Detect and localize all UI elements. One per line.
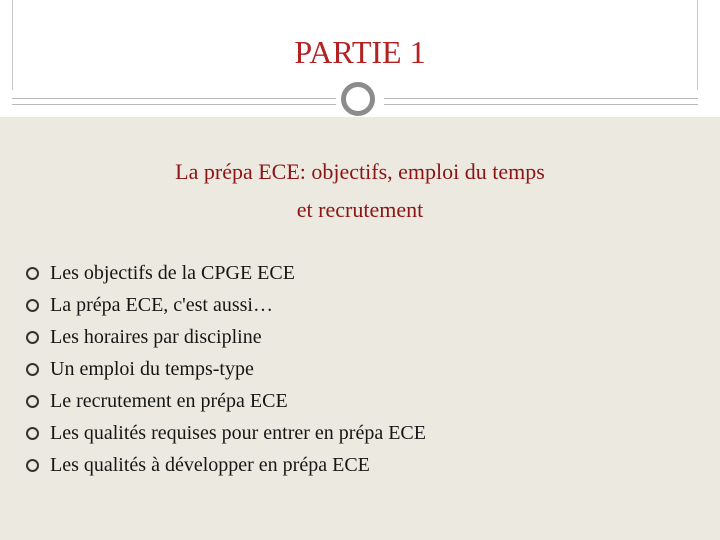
bullet-list — [26, 257, 706, 481]
circle-bullet-icon — [26, 267, 39, 280]
slide-title: PARTIE 1 — [294, 34, 426, 70]
subtitle-line-2: et recrutement — [296, 197, 424, 222]
subtitle-line-1: La prépa ECE: objectifs, emploi du temps — [175, 159, 545, 184]
list-item — [26, 257, 706, 289]
circle-bullet-icon — [26, 299, 39, 312]
circle-bullet-icon — [26, 459, 39, 472]
list-item — [26, 417, 706, 449]
list-item — [26, 449, 706, 481]
list-item — [26, 289, 706, 321]
circle-ornament-icon — [341, 82, 375, 116]
circle-bullet-icon — [26, 395, 39, 408]
list-item — [26, 385, 706, 417]
list-item-text: Les objectifs de la CPGE ECE — [50, 262, 295, 284]
list-item-text: Les horaires par discipline — [50, 326, 262, 348]
circle-bullet-icon — [26, 427, 39, 440]
slide-subtitle — [0, 153, 720, 229]
circle-bullet-icon — [26, 331, 39, 344]
circle-bullet-icon — [26, 363, 39, 376]
list-item-text: Les qualités à développer en prépa ECE — [50, 454, 370, 476]
list-item-text: Les qualités requises pour entrer en prépa ECE — [50, 422, 426, 444]
list-item-text: Le recrutement en prépa ECE — [50, 390, 288, 412]
list-item-text: La prépa ECE, c'est aussi… — [50, 294, 273, 316]
list-item — [26, 321, 706, 353]
list-item — [26, 353, 706, 385]
list-item-text: Un emploi du temps-type — [50, 358, 254, 380]
